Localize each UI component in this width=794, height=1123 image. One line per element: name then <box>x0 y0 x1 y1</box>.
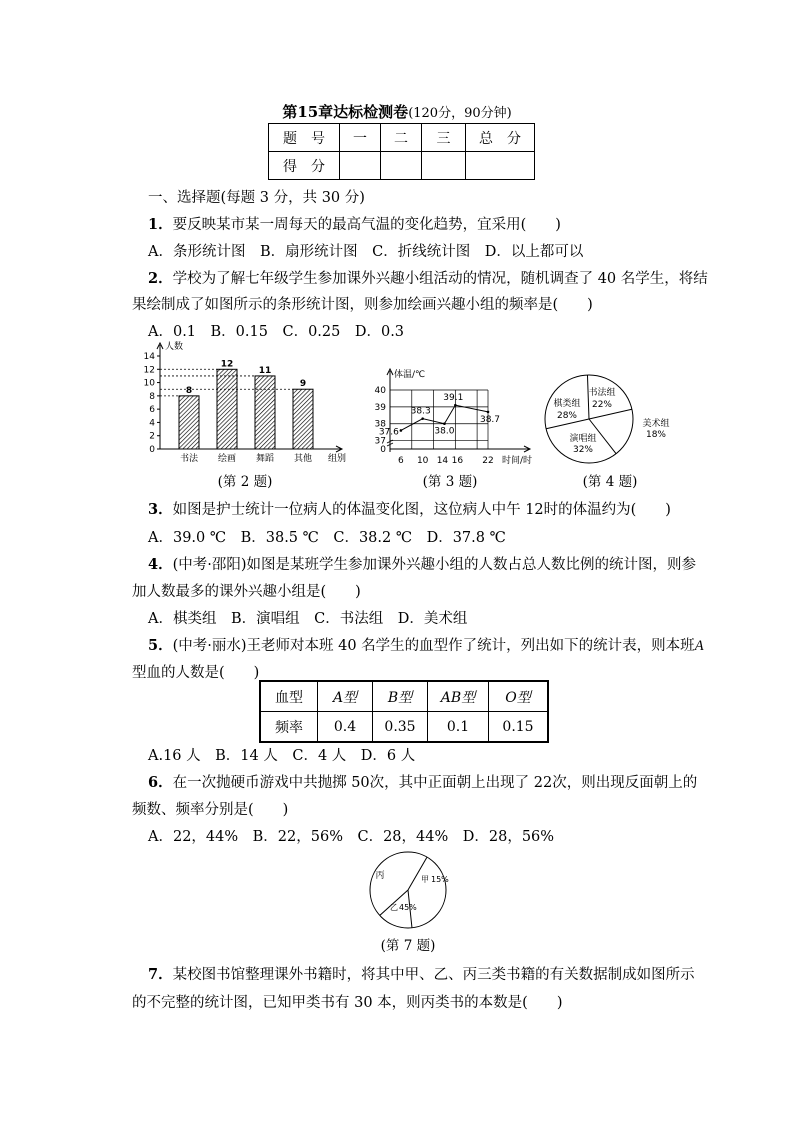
score-cell <box>340 152 381 180</box>
question-text: 在一次抛硬币游戏中共抛掷 50次，其中正面朝上出现了 22次，则出现反面朝上的 <box>172 775 698 791</box>
question-2-options: A．0.1 B．0.15 C．0.25 D．0.3 <box>148 324 405 340</box>
question-7-line2: 的不完整的统计图，已知甲类书有 30 本，则丙类书的本数是( ) <box>132 995 563 1011</box>
question-3 <box>148 498 671 519</box>
data-point <box>421 417 424 420</box>
y-tick-label: 2 <box>149 431 155 442</box>
question-text: 某校图书馆整理课外书籍时，将其中甲、乙、丙三类书籍的有关数据制成如图所示 <box>172 967 695 983</box>
bar-chart <box>130 340 360 466</box>
slice-name: 书法组 <box>588 388 616 398</box>
question-6 <box>148 771 697 792</box>
blood-type-table <box>259 680 549 743</box>
y-tick-label: 40 <box>374 386 386 396</box>
bar-value-label: 9 <box>299 379 307 390</box>
question-var: A <box>694 638 704 654</box>
x-tick-label: 14 <box>436 456 449 466</box>
bar-value-label: 12 <box>220 359 234 370</box>
x-tick-label: 绘画 <box>217 454 237 464</box>
figure-caption-7: (第 7 题) <box>380 938 436 954</box>
blood-freq-cell: 0.35 <box>373 712 428 743</box>
question-5-options: A.16 人 B．14 人 C．4 人 D．6 人 <box>148 748 416 764</box>
blood-header-cell: B型 <box>373 681 428 712</box>
blood-header-cell: 血型 <box>260 681 318 712</box>
question-number: 3． <box>148 501 173 518</box>
blood-freq-cell: 0.15 <box>489 712 549 743</box>
x-tick-label: 10 <box>416 456 429 466</box>
x-tick-label: 舞蹈 <box>255 454 275 464</box>
y-tick-label: 38 <box>374 419 386 430</box>
blood-freq-cell: 0.1 <box>428 712 489 743</box>
question-text: (中考·邵阳)如图是某班学生参加课外兴趣小组的人数占总人数比例的统计图，则参 <box>172 557 697 573</box>
x-axis-label: 时间/时 <box>502 456 533 466</box>
question-6-options: A．22，44% B．22，56% C．28，44% D．28，56% <box>148 829 555 845</box>
bar <box>293 389 313 449</box>
question-number: 5． <box>148 637 173 654</box>
slice-name: 美术组 <box>642 419 670 429</box>
question-4 <box>148 553 696 574</box>
slice-name: 棋类组 <box>553 399 581 409</box>
slice-label: 32% <box>572 445 594 455</box>
question-2-line2: 果绘制成了如图所示的条形统计图，则参加绘画兴趣小组的频率是( ) <box>132 297 593 313</box>
question-text: 学校为了解七年级学生参加课外兴趣小组活动的情况，随机调查了 40 名学生，将结 <box>172 271 708 287</box>
question-7 <box>148 963 695 984</box>
question-text: (中考·丽水)王老师对本班 40 名学生的血型作了统计，列出如下的统计表，则本班 <box>172 638 695 654</box>
line-chart <box>360 365 540 468</box>
question-5-line2: 型血的人数是( ) <box>132 665 260 681</box>
question-4-line2: 加人数最多的课外兴趣小组是( ) <box>132 584 361 600</box>
question-1 <box>148 213 561 234</box>
data-label: 38.7 <box>479 414 501 425</box>
slice-label: 45% <box>399 903 417 912</box>
slice-label: 15% <box>431 875 449 884</box>
question-6-line2: 频数、频率分别是( ) <box>132 802 289 818</box>
x-tick-label: 22 <box>482 456 494 466</box>
page-title <box>0 101 794 122</box>
y-tick-label: 12 <box>143 365 155 376</box>
blood-header-cell: O型 <box>489 681 549 712</box>
slice-label: 18% <box>645 430 667 440</box>
data-label: 39.1 <box>443 393 464 404</box>
y-tick-label: 8 <box>149 391 155 402</box>
score-cell <box>422 152 466 180</box>
data-point <box>454 404 457 407</box>
figure-caption-3: (第 3 题) <box>422 474 478 490</box>
x-tick-label: 6 <box>398 456 404 466</box>
blood-header-cell: A型 <box>318 681 373 712</box>
blood-header-cell: AB型 <box>428 681 489 712</box>
score-header-cell: 题 号 <box>269 124 340 152</box>
blood-freq-cell: 频率 <box>260 712 318 743</box>
question-text: 要反映某市某一周每天的最高气温的变化趋势，宜采用( ) <box>172 217 561 233</box>
data-label: 38.0 <box>434 426 455 437</box>
question-number: 7． <box>148 966 173 983</box>
slice-name: 丙 <box>375 871 385 881</box>
pie-chart-q7 <box>358 848 458 932</box>
bar <box>255 376 275 449</box>
y-tick-label: 4 <box>149 418 155 429</box>
slice-name: 甲 <box>421 875 429 884</box>
question-1-options: A．条形统计图 B．扇形统计图 C．折线统计图 D．以上都可以 <box>148 244 584 260</box>
y-tick-label: 39 <box>374 402 386 413</box>
question-2 <box>148 267 708 288</box>
x-tick-label: 书法 <box>179 454 199 464</box>
data-point <box>487 411 490 414</box>
question-number: 6． <box>148 774 173 791</box>
y-axis-label: 体温/℃ <box>394 370 426 380</box>
bar-value-label: 11 <box>258 365 272 376</box>
score-cell: 得 分 <box>269 152 340 180</box>
score-cell <box>381 152 422 180</box>
data-label: 37.6 <box>378 427 399 438</box>
figure-caption-2: (第 2 题) <box>217 474 273 490</box>
y-tick-label: 0 <box>149 445 155 455</box>
question-4-options: A．棋类组 B．演唱组 C．书法组 D．美术组 <box>148 611 468 627</box>
pie-chart-q4 <box>540 370 680 468</box>
score-header-cell: 总 分 <box>466 124 535 152</box>
score-header-cell: 二 <box>381 124 422 152</box>
score-cell <box>466 152 535 180</box>
y-tick-label: 6 <box>149 405 155 416</box>
title-main: 第15章达标检测卷 <box>282 103 409 121</box>
slice-label: 22% <box>591 400 613 410</box>
blood-freq-cell: 0.4 <box>318 712 373 743</box>
question-number: 1． <box>148 216 173 233</box>
figure-caption-4: (第 4 题) <box>582 474 638 490</box>
question-3-options: A．39.0 ℃ B．38.5 ℃ C．38.2 ℃ D．37.8 ℃ <box>148 530 506 546</box>
y-tick-label: 10 <box>143 378 155 389</box>
data-label: 38.3 <box>410 406 431 417</box>
bar <box>179 396 199 449</box>
data-point <box>443 422 446 425</box>
title-meta: (120分，90分钟) <box>408 106 512 121</box>
slice-label: 28% <box>556 411 578 421</box>
y-tick-label: 37 <box>374 436 386 447</box>
bar <box>217 369 237 449</box>
score-header-cell: 三 <box>422 124 466 152</box>
score-table <box>268 123 535 180</box>
x-axis-label: 组别 <box>328 454 347 464</box>
y-tick-label: 14 <box>143 352 155 362</box>
question-number: 2． <box>148 270 173 287</box>
question-number: 4． <box>148 556 173 573</box>
bar-value-label: 8 <box>185 385 193 396</box>
score-header-cell: 一 <box>340 124 381 152</box>
y-axis-label: 人数 <box>165 342 184 352</box>
data-point <box>400 429 403 432</box>
x-tick-label: 其他 <box>293 454 313 464</box>
y-tick-label: 0 <box>380 445 386 455</box>
question-5 <box>148 634 704 655</box>
section-heading: 一、选择题(每题 3 分，共 30 分) <box>148 190 365 206</box>
slice-name: 乙 <box>390 903 398 912</box>
x-tick-label: 16 <box>451 456 464 466</box>
slice-name: 演唱组 <box>569 434 597 444</box>
question-text: 如图是护士统计一位病人的体温变化图，这位病人中午 12时的体温约为( ) <box>172 502 671 518</box>
